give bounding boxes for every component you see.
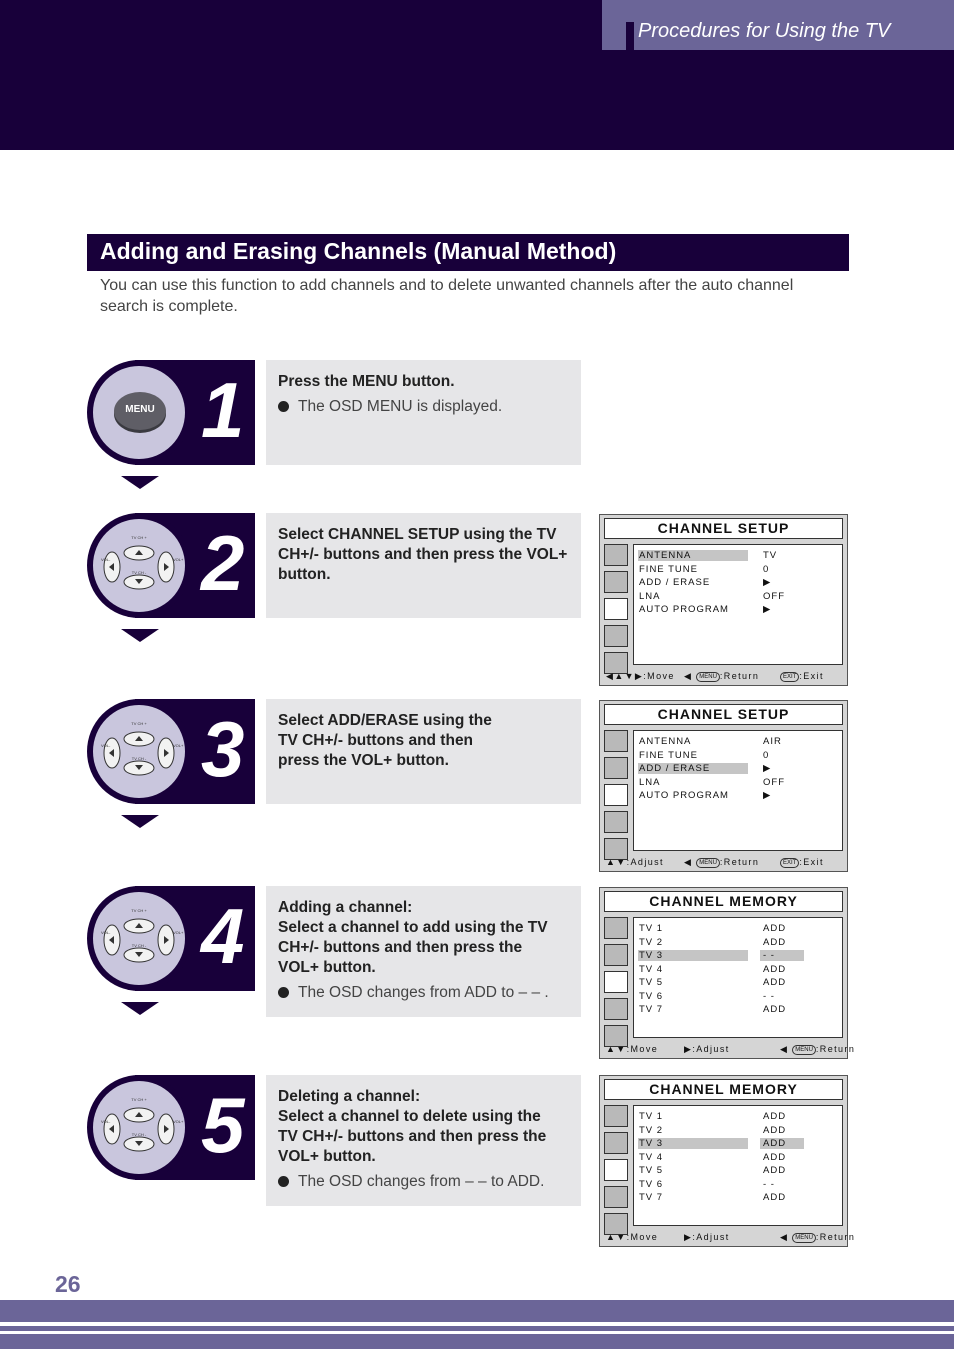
osd-footer [604,1043,856,1056]
osd-footer-item: ▲▼:Move [606,1044,659,1054]
remote-pad-icon [99,1087,184,1172]
osd-row-label: FINE TUNE [639,749,698,761]
section-tab [602,0,954,50]
osd-row-value: ADD [763,936,787,948]
osd-icon-column [604,730,630,865]
osd-row-label: ADD / ERASE [638,763,748,774]
osd-title: CHANNEL MEMORY [604,1079,843,1100]
speaker-icon [604,944,628,966]
arrow-down-icon [121,815,159,828]
step-1-text [266,360,581,465]
grid-icon [604,811,628,833]
osd-row-value: ▶ [763,604,772,615]
osd-title: CHANNEL MEMORY [604,891,843,912]
osd-row-label: TV 4 [639,1151,664,1163]
speaker-icon [604,571,628,593]
ch-up-label: TV CH + [131,535,147,540]
channel-icon [604,971,628,993]
osd-icon-column [604,544,630,679]
step-number: 5 [201,1081,245,1169]
step-note [278,1172,561,1192]
step-1-badge [87,360,255,465]
arrow-down-icon [121,629,159,642]
osd-row-label: ADD / ERASE [639,577,711,588]
osd-button-tag: MENU [792,1045,816,1055]
step-2-text [266,513,581,618]
step-instruction: Deleting a channel: Select a channel to delete using the TV CH+/- buttons and then press the VOL+ button. [278,1088,547,1165]
osd-button-tag: MENU [696,858,720,868]
osd-row-label: LNA [639,590,661,602]
osd-footer-item: ▶:Adjust [684,1044,730,1054]
osd-row-label: TV 5 [639,1165,664,1176]
channel-icon [604,1159,628,1181]
osd-footer-item: ◀ MENU :Return [684,671,760,681]
osd-button-tag: EXIT [780,672,799,682]
osd-row-value: ADD [763,1165,787,1176]
osd-footer [604,856,846,869]
step-5-badge [87,1075,255,1180]
arrow-down-icon [121,476,159,489]
page-title-bar [87,234,849,271]
osd-screen [599,887,856,1059]
vol-minus-label: VOL- [101,930,111,935]
step-3-text [266,699,581,804]
osd-row-value: ADD [763,977,787,988]
osd-row-value: OFF [763,590,785,602]
step-note-text: The OSD changes from ADD to – – . [298,984,549,1001]
osd-row-value: 0 [763,749,770,761]
osd-row-label: TV 4 [639,963,664,975]
step-4-text [266,886,581,1017]
osd-row-value: ADD [760,1138,804,1149]
osd-row-label: TV 3 [638,950,748,961]
osd-row-value: AIR [763,736,782,747]
osd-row-value: ADD [763,923,787,934]
vol-minus-label: VOL- [101,743,111,748]
osd-button-tag: MENU [696,672,720,682]
ch-down-label: TV CH - [131,1132,147,1137]
osd-button-tag: MENU [792,1233,816,1243]
step-note-text: The OSD MENU is displayed. [298,398,503,415]
osd-row-value: TV [763,550,778,561]
speaker-icon [604,757,628,779]
osd-screen [599,514,848,686]
vol-plus-label: VOL+ [173,930,184,935]
remote-pad-icon [99,898,184,983]
footer-rule [0,1326,954,1331]
ch-up-label: TV CH + [131,721,147,726]
arrow-down-icon [121,1002,159,1015]
osd-footer-item: ◀ MENU :Return [684,857,760,867]
osd-row-value: ADD [763,1004,787,1015]
section-title: Procedures for Using the TV [638,20,891,42]
osd-footer-item: ▲▼:Adjust [606,857,664,867]
osd-row-label: TV 1 [639,923,664,934]
menu-button-label: MENU [125,404,155,415]
tv-icon [604,917,628,939]
osd-row-value: ADD [763,1124,787,1136]
step-2-badge [87,513,255,618]
osd-panel [633,730,843,851]
intro-text: You can use this function to add channels and to delete unwanted channels after the auto channel search is complete. [100,277,794,315]
osd-row-label: TV 7 [639,1192,664,1203]
osd-title: CHANNEL SETUP [604,704,843,725]
osd-screen [599,1075,856,1247]
step-4-badge [87,886,255,991]
step-3-badge [87,699,255,804]
osd-row-label: FINE TUNE [639,563,698,575]
step-number: 3 [201,705,245,793]
menu-button-icon [114,392,166,430]
osd-panel [633,1105,843,1226]
step-note-text: The OSD changes from – – to ADD. [298,1173,545,1190]
vol-minus-label: VOL- [101,1119,111,1124]
page-title: Adding and Erasing Channels (Manual Method) [100,238,617,264]
osd-row-value: ADD [763,1192,787,1203]
vol-plus-label: VOL+ [173,1119,184,1124]
osd-icon-column [604,1105,630,1240]
bullet-icon [278,401,289,412]
tv-icon [604,730,628,752]
osd-row-label: TV 1 [639,1111,664,1122]
osd-row-label: AUTO PROGRAM [639,790,729,801]
osd-button-tag: EXIT [780,858,799,868]
step-number: 4 [201,892,245,980]
tv-icon [604,544,628,566]
osd-row-label: TV 6 [639,1178,664,1190]
osd-row-value: ADD [763,1151,787,1163]
step-instruction: Select CHANNEL SETUP using the TV CH+/- buttons and then press the VOL+ button. [278,526,568,583]
osd-title: CHANNEL SETUP [604,518,843,539]
osd-row-label: ANTENNA [639,736,692,747]
page-number: 26 [55,1271,81,1297]
osd-row-label: AUTO PROGRAM [639,604,729,615]
osd-row-label: TV 5 [639,977,664,988]
grid-icon [604,625,628,647]
ch-down-label: TV CH - [131,570,147,575]
footer-band [0,1300,954,1322]
channel-icon [604,784,628,806]
osd-row-label: TV 7 [639,1004,664,1015]
osd-row-label: ANTENNA [638,550,748,561]
osd-footer-item: ▲▼:Move [606,1232,659,1242]
ch-down-label: TV CH - [131,943,147,948]
osd-row-value: ADD [763,963,787,975]
vol-plus-label: VOL+ [173,557,184,562]
footer-band [0,1334,954,1349]
tv-icon [604,1105,628,1127]
ch-up-label: TV CH + [131,1097,147,1102]
osd-footer [604,1231,856,1244]
step-instruction: Press the MENU button. [278,373,455,390]
osd-row-value: - - [760,950,804,961]
speaker-icon [604,1132,628,1154]
osd-footer-item: ◀ MENU :Return [780,1232,856,1242]
osd-footer-item: EXIT :Exit [780,670,824,683]
osd-row-value: OFF [763,776,785,788]
osd-footer-item: EXIT :Exit [780,856,824,869]
osd-row-label: TV 2 [639,1124,664,1136]
osd-footer-item: ▶:Adjust [684,1232,730,1242]
osd-row-value: ▶ [763,763,772,774]
grid-icon [604,1186,628,1208]
osd-row-value: ADD [763,1111,787,1122]
osd-footer [604,670,846,683]
step-number: 2 [201,519,245,607]
step-5-text [266,1075,581,1206]
ch-down-label: TV CH - [131,756,147,761]
step-instruction: Adding a channel: Select a channel to add using the TV CH+/- buttons and then press the VOL+ button. [278,899,548,976]
step-note [278,983,561,1003]
osd-screen [599,700,848,872]
osd-row-label: TV 3 [638,1138,748,1149]
vol-minus-label: VOL- [101,557,111,562]
remote-pad-icon [99,711,184,796]
osd-row-value: 0 [763,563,770,575]
osd-panel [633,917,843,1038]
step-number: 1 [201,366,245,454]
osd-footer-item: ◀▲▼▶:Move [606,671,675,681]
osd-row-value: - - [763,990,775,1002]
osd-row-value: ▶ [763,577,772,588]
step-instruction: Select ADD/ERASE using the TV CH+/- buttons and then press the VOL+ button. [278,712,492,769]
ch-up-label: TV CH + [131,908,147,913]
osd-panel [633,544,843,665]
bullet-icon [278,987,289,998]
osd-row-value: ▶ [763,790,772,801]
section-tab-marker [626,22,634,50]
osd-row-label: LNA [639,776,661,788]
bullet-icon [278,1176,289,1187]
osd-row-label: TV 6 [639,990,664,1002]
vol-plus-label: VOL+ [173,743,184,748]
channel-icon [604,598,628,620]
grid-icon [604,998,628,1020]
osd-row-value: - - [763,1178,775,1190]
osd-footer-item: ◀ MENU :Return [780,1044,856,1054]
step-note [278,397,581,417]
osd-icon-column [604,917,630,1052]
remote-pad-icon [99,525,184,610]
osd-row-label: TV 2 [639,936,664,948]
